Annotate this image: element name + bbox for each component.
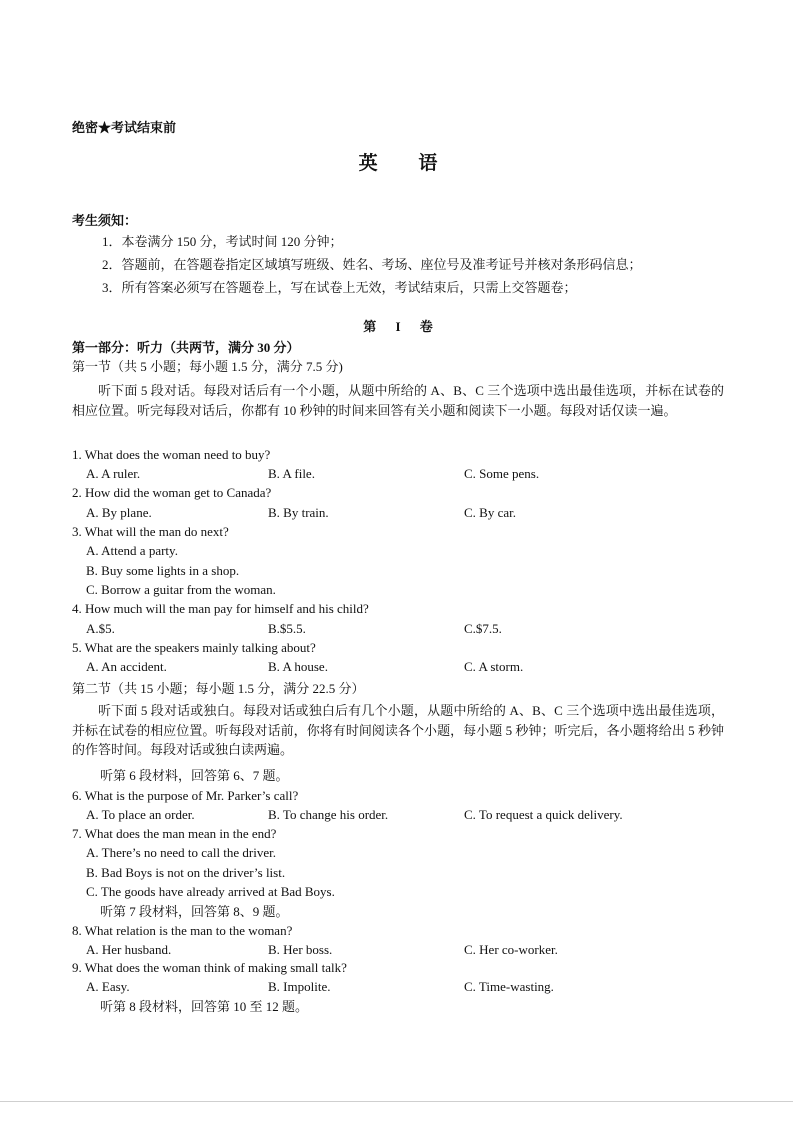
page-bottom-divider xyxy=(0,1101,793,1102)
confidential-label: 绝密★考试结束前 xyxy=(72,120,177,135)
material-note: 听第 6 段材料，回答第 6、7 题。 xyxy=(100,768,289,783)
option-b: B. By train. xyxy=(268,505,329,520)
question-stem: 6. What is the purpose of Mr. Parker’s call? xyxy=(72,788,299,803)
question-stem: 8. What relation is the man to the woman? xyxy=(72,923,293,938)
option-a: A. There’s no need to call the driver. xyxy=(86,845,277,860)
section-instruction: 听下面 5 段对话。每段对话后有一个小题，从题中所给的 A、B、C 三个选项中选出最佳选项，并标在试卷的相应位置。听完每段对话后，你都有 10 秒钟的时间来回答有关小题和阅读下一小题。每段对话仅读一遍。 xyxy=(72,383,724,418)
option-b: B. Her boss. xyxy=(268,942,333,957)
option-a: A.$5. xyxy=(86,621,115,636)
section-heading: 第一节（共 5 小题；每小题 1.5 分，满分 7.5 分) xyxy=(72,359,343,374)
question-stem: 3. What will the man do next? xyxy=(72,524,229,539)
question-stem: 9. What does the woman think of making small talk? xyxy=(72,960,347,975)
option-b: B. Bad Boys is not on the driver’s list. xyxy=(86,865,286,880)
option-a: A. Easy. xyxy=(86,979,130,994)
option-c: C. Borrow a guitar from the woman. xyxy=(86,582,276,597)
option-a: A. By plane. xyxy=(86,505,152,520)
option-a: A. A ruler. xyxy=(86,466,141,481)
option-b: B. To change his order. xyxy=(268,807,389,822)
option-a: A. Attend a party. xyxy=(86,543,178,558)
option-c: C. To request a quick delivery. xyxy=(464,807,623,822)
option-b: B.$5.5. xyxy=(268,621,306,636)
option-c: C. The goods have already arrived at Bad Boys. xyxy=(86,884,335,899)
option-b: B. A file. xyxy=(268,466,315,481)
notice-item: 1．本卷满分 150 分，考试时间 120 分钟； xyxy=(102,234,343,249)
volume-heading: 第 I 卷 xyxy=(363,319,441,334)
option-c: C.$7.5. xyxy=(464,621,502,636)
section-instruction: 听下面 5 段对话或独白。每段对话或独白后有几个小题，从题中所给的 A、B、C 三个选项中选出最佳选项，并标在试卷的相应位置。听每段对话前，你将有时间阅读各个小题，每小题 5 秒钟；听完后，各小题将给出 5 秒钟的作答时间。每段对话或独白读两遍。 xyxy=(72,703,724,757)
notice-heading: 考生须知： xyxy=(72,213,138,228)
section-heading: 第二节（共 15 小题；每小题 1.5 分，满分 22.5 分） xyxy=(72,681,365,696)
material-note: 听第 8 段材料，回答第 10 至 12 题。 xyxy=(100,999,309,1014)
option-a: A. Her husband. xyxy=(86,942,172,957)
part-heading: 第一部分：听力（共两节，满分 30 分） xyxy=(72,340,300,355)
option-c: C. Time-wasting. xyxy=(464,979,554,994)
question-stem: 7. What does the man mean in the end? xyxy=(72,826,277,841)
option-b: B. A house. xyxy=(268,659,328,674)
option-c: C. By car. xyxy=(464,505,516,520)
question-stem: 2. How did the woman get to Canada? xyxy=(72,485,272,500)
question-stem: 1. What does the woman need to buy? xyxy=(72,447,271,462)
option-b: B. Impolite. xyxy=(268,979,331,994)
option-a: A. An accident. xyxy=(86,659,167,674)
option-b: B. Buy some lights in a shop. xyxy=(86,563,240,578)
material-note: 听第 7 段材料，回答第 8、9 题。 xyxy=(100,904,289,919)
option-a: A. To place an order. xyxy=(86,807,195,822)
notice-item: 2．答题前，在答题卷指定区域填写班级、姓名、考场、座位号及准考证号并核对条形码信息； xyxy=(102,257,642,272)
option-c: C. Some pens. xyxy=(464,466,540,481)
notice-item: 3．所有答案必须写在答题卷上，写在试卷上无效，考试结束后，只需上交答题卷； xyxy=(102,280,577,295)
page-title: 英 语 xyxy=(358,153,456,174)
option-c: C. A storm. xyxy=(464,659,524,674)
option-c: C. Her co-worker. xyxy=(464,942,558,957)
question-stem: 5. What are the speakers mainly talking about? xyxy=(72,640,316,655)
question-stem: 4. How much will the man pay for himself and his child? xyxy=(72,601,369,616)
